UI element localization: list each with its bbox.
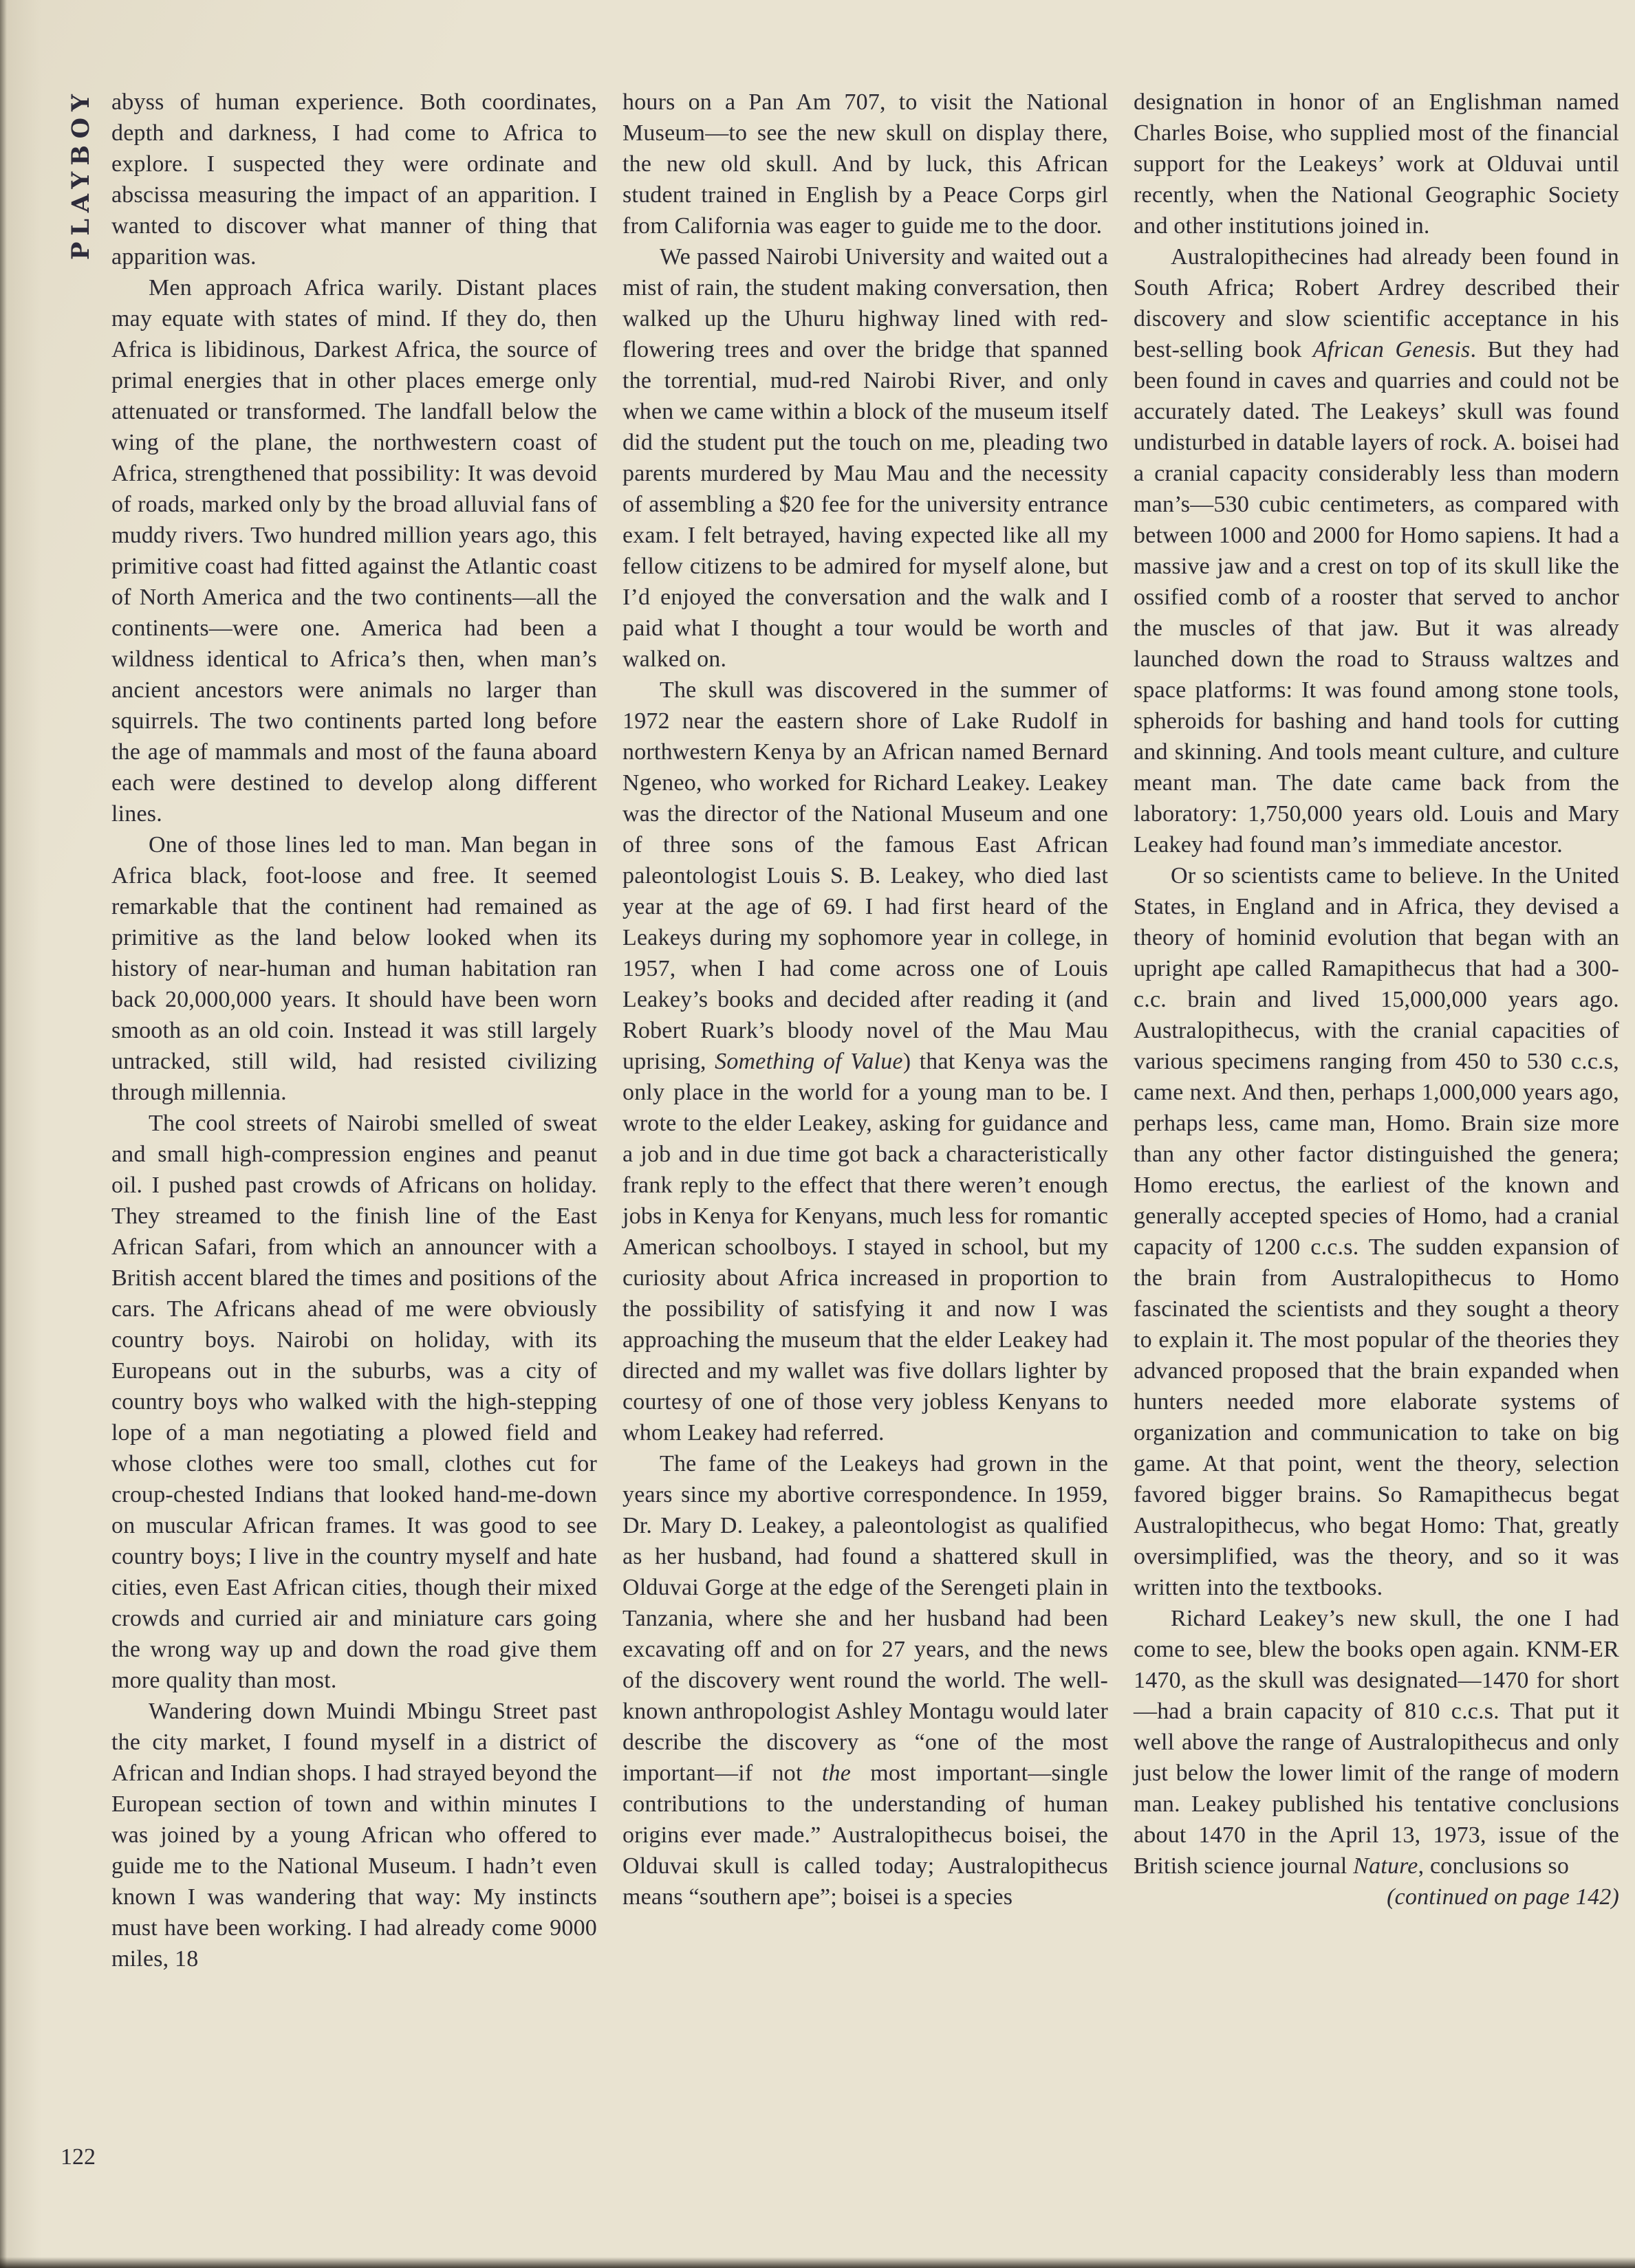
page-bottom-edge-shadow <box>0 2257 1635 2268</box>
paragraph <box>622 675 1108 1448</box>
text-run: Men approach Africa warily. Distant places may equate with states of mind. If they do, then Africa is libidinous, Darkest Africa, the source of primal energies that in other places emerge only attenuated or transformed. The landfall below the wing of the plane, the northwestern coast of Africa, strengthened that possibility: It was devoid of roads, marked only by the broad alluvial fans of muddy rivers. Two hundred million years ago, this primitive coast had fitted against the Atlantic coast of North America and the two continents—all the continents—were one. America had been a wildness identical to Africa’s then, when man’s ancient ancestors were animals no larger than squirrels. The two continents parted long before the age of mammals and most of the fauna aboard each were destined to develop along different lines. <box>111 275 597 827</box>
paragraph <box>111 829 597 1108</box>
paragraph <box>1134 241 1619 860</box>
text-run: ) that Kenya was the only place in the world for a young man to be. I wrote to the elder Leakey, asking for guidance and a job and in due time got back a characteristically frank reply to the effect that there weren’t enough jobs in Kenya for Kenyans, much less for romantic American schoolboys. I stayed in school, but my curiosity about Africa increased in proportion to the possibility of satisfying it and now I was approaching the museum that the elder Leakey had directed and my wallet was five dollars lighter by courtesy of one of those very jobless Kenyans to whom Leakey had referred. <box>622 1049 1108 1446</box>
text-run: Australopithecines had already been found in South Africa; Robert Ardrey described their discovery and slow scientific acceptance in his best-selling book <box>1134 244 1619 362</box>
text-run: abyss of human experience. Both coordinates, depth and darkness, I had come to Africa to explore. I suspected they were ordinate and abscissa measuring the impact of an apparition. I wanted to discover what manner of thing that apparition was. <box>111 89 597 270</box>
text-run: Or so scientists came to believe. In the United States, in England and in Africa, they devised a theory of hominid evolution that began with an upright ape called Ramapithecus that had a 300-c.c. brain and lived 15,000,000 years ago. Australopithecus, with the cranial capacities of various specimens ranging from 450 to 530 c.c.s, came next. And then, perhaps 1,000,000 years ago, perhaps less, came man, Homo. Brain size more than any other factor distinguished the genera; Homo erectus, the earliest of the known and generally accepted species of Homo, had a cranial capacity of 1200 c.c.s. The sudden expansion of the brain from Australopithecus to Homo fascinated the scientists and they sought a theory to explain it. The most popular of the theories they advanced proposed that the brain expanded when hunters needed more elaborate systems of organization and communication to take on big game. At that point, went the theory, selection favored bigger brains. So Ramapithecus begat Australopithecus, who begat Homo: That, greatly oversimplified, was the theory, and so it was written into the textbooks. <box>1134 863 1619 1600</box>
page-number: 122 <box>61 2144 96 2170</box>
text-run: The skull was discovered in the summer of 1972 near the eastern shore of Lake Rudolf in northwestern Kenya by an African named Bernard Ngeneo, who worked for Richard Leakey. Leakey was the director of the National Museum and one of three sons of the famous East African paleontologist Louis S. B. Leakey, who died last year at the age of 69. I had first heard of the Leakeys during my sophomore year in college, in 1957, when I had come across one of Louis Leakey’s books and decided after reading it (and Robert Ruark’s bloody novel of the Mau Mau uprising, <box>622 677 1108 1074</box>
italic-text-run: African Genesis <box>1312 337 1471 362</box>
paragraph <box>111 1108 597 1696</box>
italic-text-run: Nature <box>1353 1853 1418 1879</box>
page-left-edge-shadow <box>0 0 7 2268</box>
paragraph <box>622 1448 1108 1912</box>
italic-text-run: Something of Value <box>715 1049 903 1074</box>
text-column-1 <box>111 87 597 1974</box>
paragraph <box>111 1696 597 1974</box>
paragraph <box>1134 860 1619 1603</box>
text-run: most important—single contributions to the understanding of human origins ever made.” Australopithecus boisei, the Olduvai skull is called today; Australopithecus means “southern ape”; boisei is a species <box>622 1760 1108 1910</box>
text-run: The fame of the Leakeys had grown in the years since my abortive correspondence. In 1959, Dr. Mary D. Leakey, a paleontologist as qualified as her husband, had found a shattered skull in Olduvai Gorge at the edge of the Serengeti plain in Tanzania, where she and her husband had been excavating off and on for 27 years, and the news of the discovery went round the world. The well-known anthropologist Ashley Montagu would later describe the discovery as “one of the most important—if not <box>622 1451 1108 1786</box>
paragraph <box>1134 1603 1619 1882</box>
text-column-2 <box>622 87 1108 1912</box>
text-run: designation in honor of an Englishman named Charles Boise, who supplied most of the financial support for the Leakeys’ work at Olduvai until recently, when the National Geographic Society and other institutions joined in. <box>1134 89 1619 239</box>
text-run: Wandering down Muindi Mbingu Street past the city market, I found myself in a district of African and Indian shops. I had strayed beyond the European section of town and within minutes I was joined by a young African who offered to guide me to the National Museum. I hadn’t even known I was wandering that way: My instincts must have been working. I had already come 9000 miles, 18 <box>111 1699 597 1972</box>
paragraph <box>1134 87 1619 241</box>
paragraph <box>622 87 1108 241</box>
text-run: , conclusions so <box>1418 1853 1570 1879</box>
italic-text-run: (continued on page 142) <box>1387 1884 1619 1910</box>
paragraph <box>622 241 1108 675</box>
continuation-note <box>1134 1882 1619 1912</box>
text-run: We passed Nairobi University and waited out a mist of rain, the student making conversation, then walked up the Uhuru highway lined with red-flowering trees and over the bridge that spanned the torrential, mud-red Nairobi River, and only when we came within a block of the museum itself did the student put the touch on me, pleading two parents murdered by Mau Mau and the necessity of assembling a $20 fee for the university entrance exam. I felt betrayed, having expected like all my fellow citizens to be admired for myself alone, but I’d enjoyed the conversation and the walk and I paid what I thought a tour would be worth and walked on. <box>622 244 1108 672</box>
text-run: Richard Leakey’s new skull, the one I had come to see, blew the books open again. KNM-ER 1470, as the skull was designated—1470 for short—had a brain capacity of 810 c.c.s. That put it well above the range of Australopithecus and only just below the lower limit of the range of modern man. Leakey published his tentative conclusions about 1470 in the April 13, 1973, issue of the British science journal <box>1134 1606 1619 1879</box>
text-run: The cool streets of Nairobi smelled of sweat and small high-compression engines and peanut oil. I pushed past crowds of Africans on holiday. They streamed to the finish line of the East African Safari, from which an announcer with a British accent blared the times and positions of the cars. The Africans ahead of me were obviously country boys. Nairobi on holiday, with its Europeans out in the suburbs, was a city of country boys who walked with the high-stepping lope of a man negotiating a plowed field and whose clothes were too small, clothes cut for croup-chested Indians that looked hand-me-down on muscular African frames. It was good to see country boys; I live in the country myself and hate cities, even East African cities, though their mixed crowds and curried air and miniature cars going the wrong way up and down the road give them more quality than most. <box>111 1111 597 1693</box>
paragraph <box>111 87 597 272</box>
paragraph <box>111 272 597 829</box>
text-column-3 <box>1134 87 1619 1912</box>
text-run: . But they had been found in caves and quarries and could not be accurately dated. The Leakeys’ skull was found undisturbed in datable layers of rock. A. boisei had a cranial capacity considerably less than modern man’s—530 cubic centimeters, as compared with between 1000 and 2000 for Homo sapiens. It had a massive jaw and a crest on top of its skull like the ossified comb of a rooster that served to anchor the muscles of that jaw. But it was already launched down the road to Strauss waltzes and space platforms: It was found among stone tools, spheroids for bashing and hand tools for cutting and skinning. And tools meant culture, and culture meant man. The date came back from the laboratory: 1,750,000 years old. Louis and Mary Leakey had found man’s immediate ancestor. <box>1134 337 1619 858</box>
text-run: hours on a Pan Am 707, to visit the National Museum—to see the new skull on display there, the new old skull. And by luck, this African student trained in English by a Peace Corps girl from California was eager to guide me to the door. <box>622 89 1108 239</box>
magazine-spine-label: PLAYBOY <box>67 87 95 260</box>
text-run: One of those lines led to man. Man began in Africa black, foot-loose and free. It seemed remarkable that the continent had remained as primitive as the land below looked when its history of near-human and human habitation ran back 20,000,000 years. It should have been worn smooth as an old coin. Instead it was still largely untracked, still wild, had resisted civilizing through millennia. <box>111 832 597 1105</box>
italic-text-run: the <box>821 1760 852 1786</box>
